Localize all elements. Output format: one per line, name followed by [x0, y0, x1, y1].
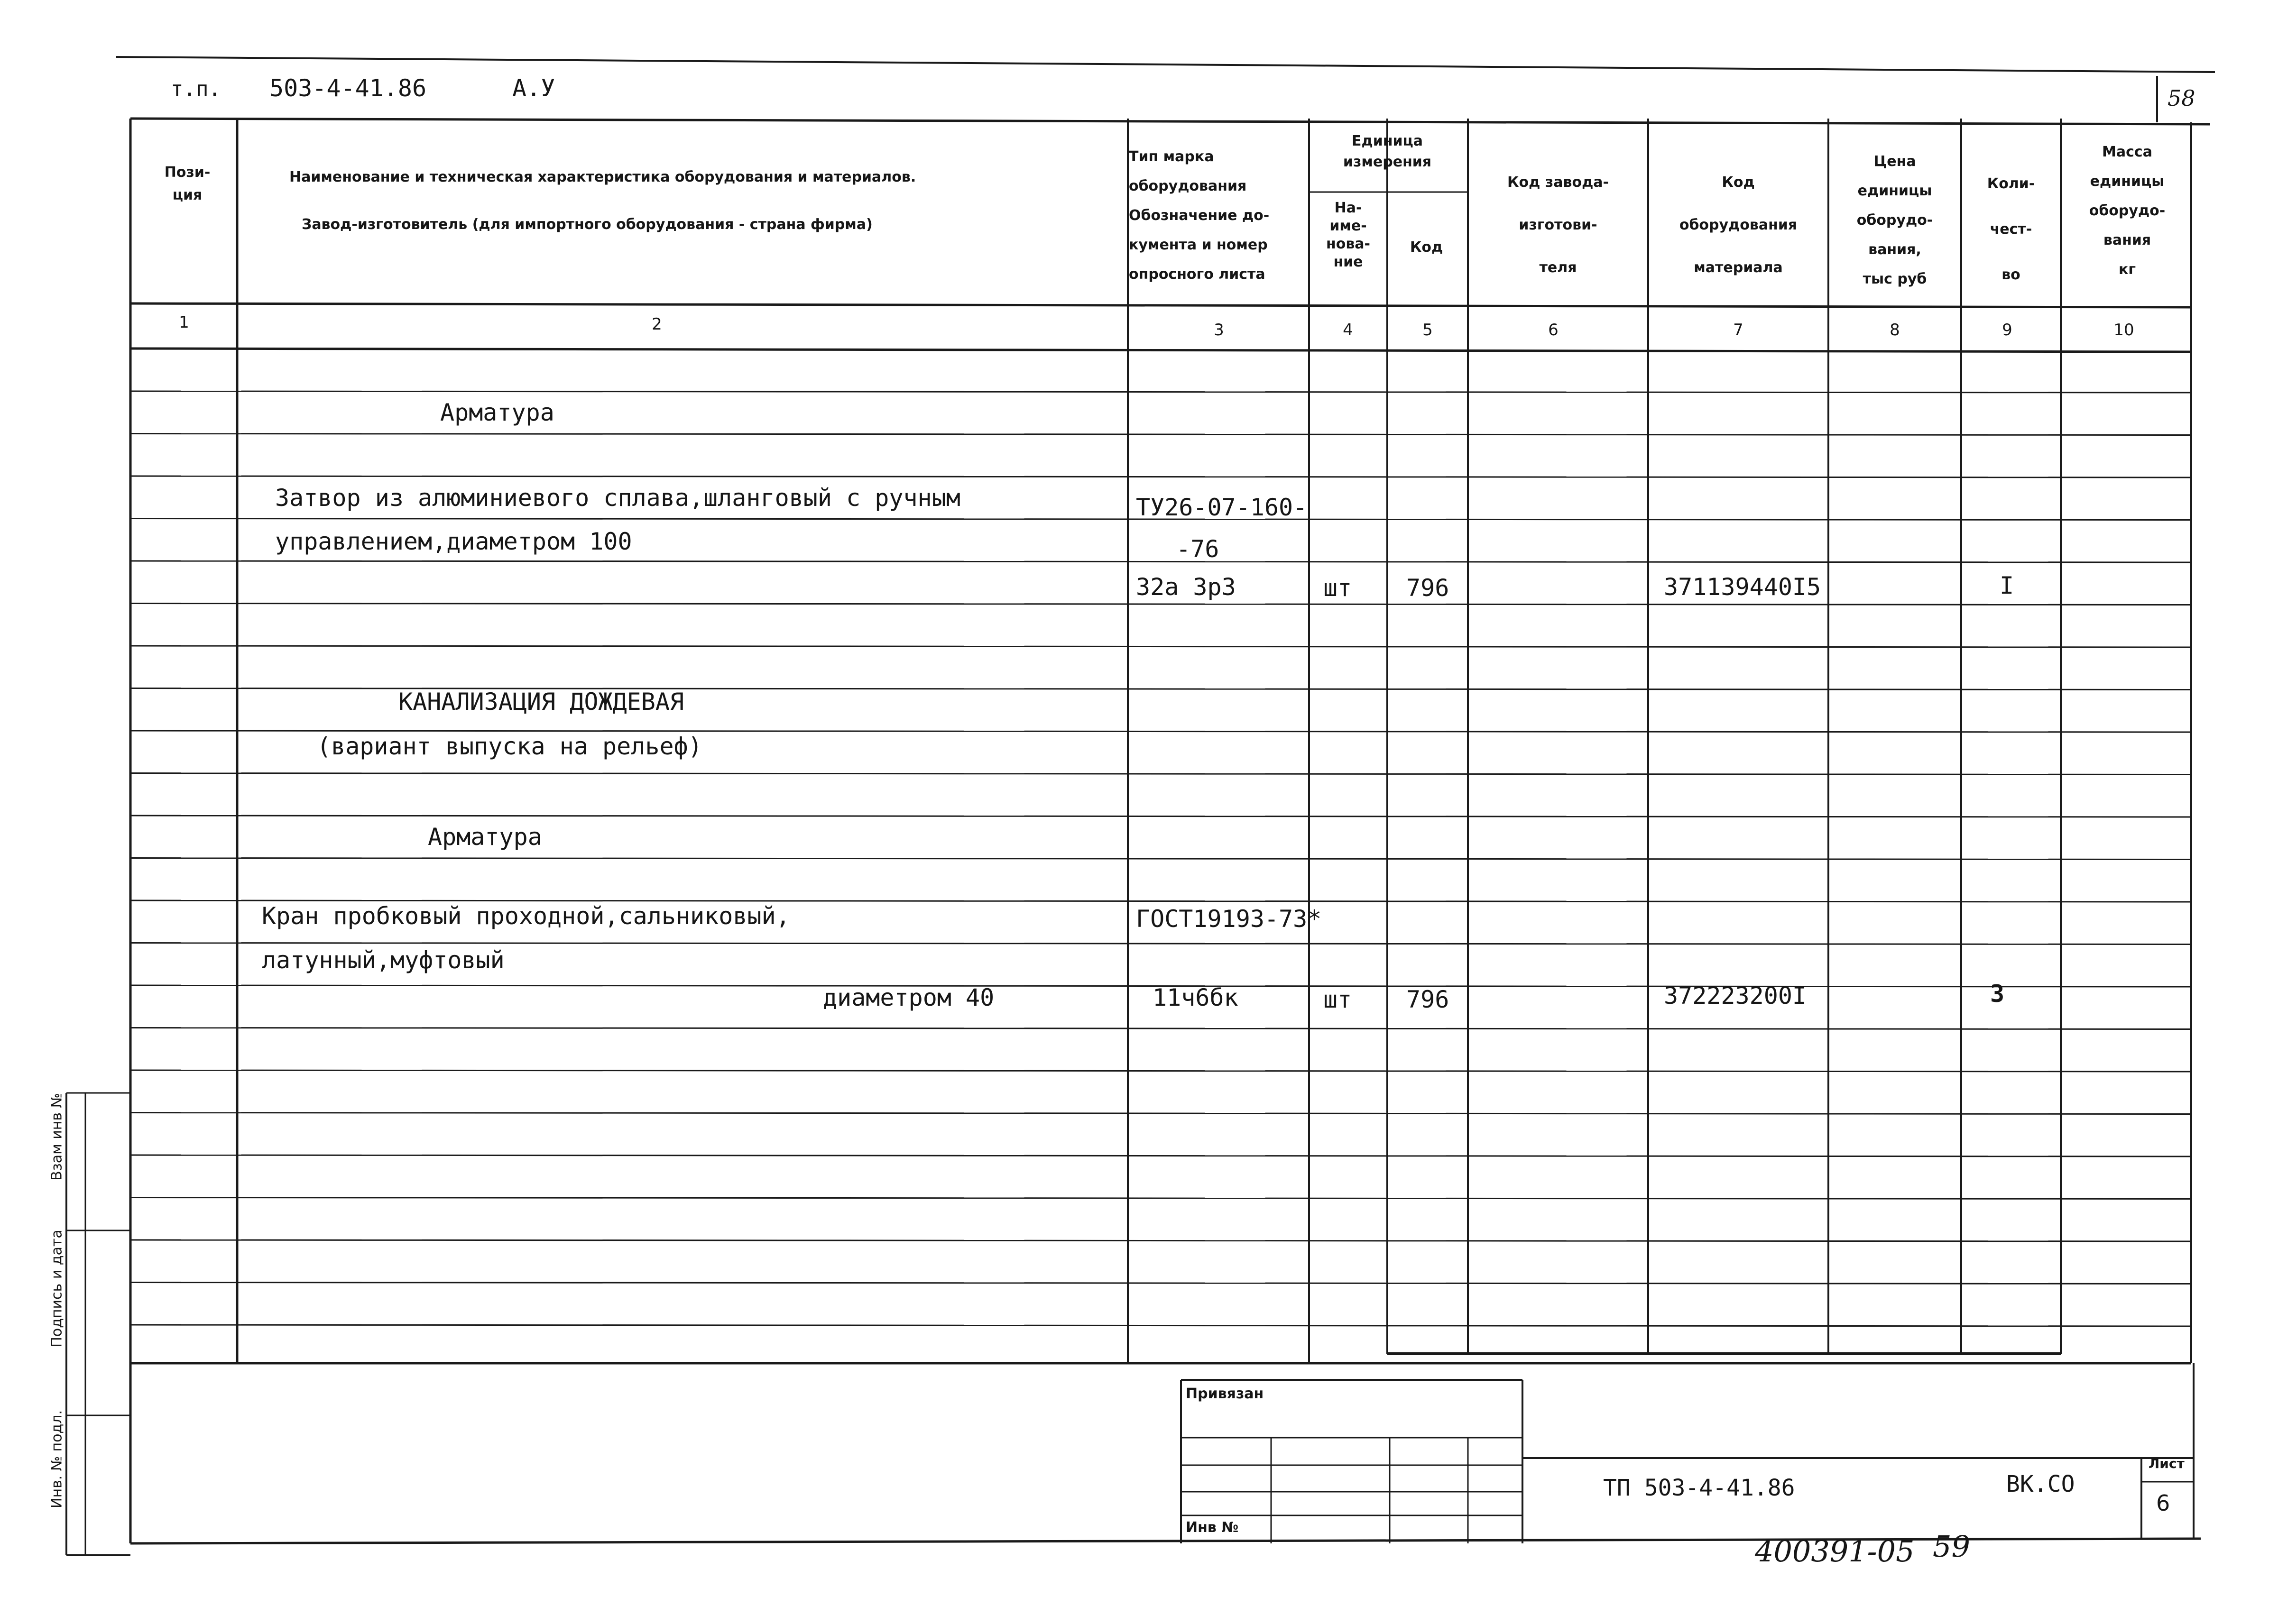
item-valve-name-line1: Кран пробковый проходной,сальниковый, — [262, 902, 790, 930]
header-position: Пози- ция — [164, 164, 211, 203]
table-row-line — [130, 1070, 2191, 1072]
table-row-line — [130, 943, 2191, 945]
header-unit-group: Единица измерения — [1343, 133, 1432, 170]
item-valve-name-line2: латунный,муфтовый — [262, 946, 505, 974]
table-row-line — [130, 1028, 2191, 1029]
header-manufacturer-code: Код завода- изготови- теля — [1507, 174, 1609, 276]
item-gate-unit: шт — [1323, 574, 1352, 602]
handwritten-page: 59 — [1933, 1529, 1970, 1564]
item-gate-equipment-code: 371139440I5 — [1664, 573, 1821, 601]
table-row-line — [130, 561, 2191, 562]
header-unit-price: Цена единицы оборудо- вания, тыс руб — [1856, 153, 1933, 287]
album-code: А.У — [512, 74, 555, 102]
header-name-line1: Наименование и техническая характеристика оборудования и материалов. — [289, 169, 916, 185]
column-number-bottom-border — [130, 349, 2191, 352]
item-valve-diameter: диаметром 40 — [823, 984, 995, 1011]
item-valve-unit: шт — [1323, 986, 1352, 1013]
table-row-line — [130, 434, 2191, 435]
header-unit-name: На- име- нова- ние — [1326, 200, 1371, 270]
stamp-sheet-number: 6 — [2156, 1490, 2170, 1516]
table-row-line — [130, 1155, 2191, 1156]
item-valve-equipment-code: 372223200I — [1664, 982, 1807, 1009]
side-replaced-inv: Взам инв № — [48, 1093, 65, 1181]
doc-prefix: т.п. — [171, 77, 221, 101]
item-gate-unit-code: 796 — [1406, 574, 1449, 602]
header-quantity: Коли- чест- во — [1987, 175, 2035, 283]
table-row-line — [130, 1283, 2191, 1284]
table-row-line — [130, 604, 2191, 605]
header-unit-mass: Масса единицы оборудо- вания кг — [2089, 144, 2166, 278]
top-rule — [116, 57, 2215, 72]
project-code: 503-4-41.86 — [269, 74, 427, 102]
page-corner-number: 58 — [2168, 85, 2195, 111]
table-row-line — [130, 646, 2191, 647]
header-name-line2: Завод-изготовитель (для импортного оборудования - страна фирма) — [302, 216, 873, 233]
item-gate-name-line2: управлением,диаметром 100 — [275, 528, 632, 555]
item-valve-quantity: 3 — [1990, 980, 2005, 1008]
section-fittings-2: Арматура — [428, 823, 542, 851]
item-gate-doc-line1: ТУ26-07-160- — [1136, 494, 1308, 521]
table-row-line — [130, 858, 2191, 860]
section-storm-sewer: КАНАЛИЗАЦИЯ ДОЖДЕВАЯ — [398, 688, 684, 716]
header-bottom-border — [130, 303, 2191, 307]
stamp-doc-code: ТП 503-4-41.86 — [1603, 1475, 1795, 1501]
table-row-line — [130, 773, 2191, 775]
item-valve-type: 11ч6бк — [1153, 984, 1238, 1011]
item-gate-quantity: I — [2000, 572, 2014, 599]
stamp-sheet-label: Лист — [2149, 1456, 2185, 1471]
item-gate-type: 32а 3р3 — [1136, 573, 1236, 601]
table-row-line — [130, 1325, 2191, 1326]
table-top-border — [130, 119, 2210, 124]
side-inv-original: Инв. № подл. — [48, 1410, 65, 1508]
stamp-linked: Привязан — [1186, 1385, 1264, 1402]
handwritten-number: 400391-05 — [1755, 1534, 1915, 1569]
table-row-line — [130, 391, 2191, 393]
header-unit-code: Код — [1410, 239, 1443, 256]
stamp-inv-label: Инв № — [1186, 1519, 1239, 1536]
table-row-line — [130, 1113, 2191, 1114]
section-fittings-1: Арматура — [440, 399, 554, 426]
table-row-line — [130, 1198, 2191, 1199]
table-row-line — [130, 816, 2191, 817]
stamp-section: ВК.СО — [2006, 1471, 2075, 1497]
header-equipment-code: Код оборудования материала — [1679, 174, 1798, 276]
side-sign-date: Подпись и дата — [48, 1229, 65, 1348]
section-storm-sewer-variant: (вариант выпуска на рельеф) — [317, 733, 702, 760]
header-type-doc: Тип марка оборудования Обозначение до- кумента и номер опросного листа — [1129, 148, 1270, 283]
item-gate-name-line1: Затвор из алюминиевого сплава,шланговый с ручным — [275, 484, 960, 512]
item-valve-unit-code: 796 — [1406, 986, 1449, 1013]
table-row-line — [130, 476, 2191, 477]
item-valve-doc: ГОСТ19193-73* — [1136, 905, 1322, 933]
table-row-line — [130, 1240, 2191, 1241]
item-gate-doc-line2: -76 — [1176, 535, 1219, 563]
